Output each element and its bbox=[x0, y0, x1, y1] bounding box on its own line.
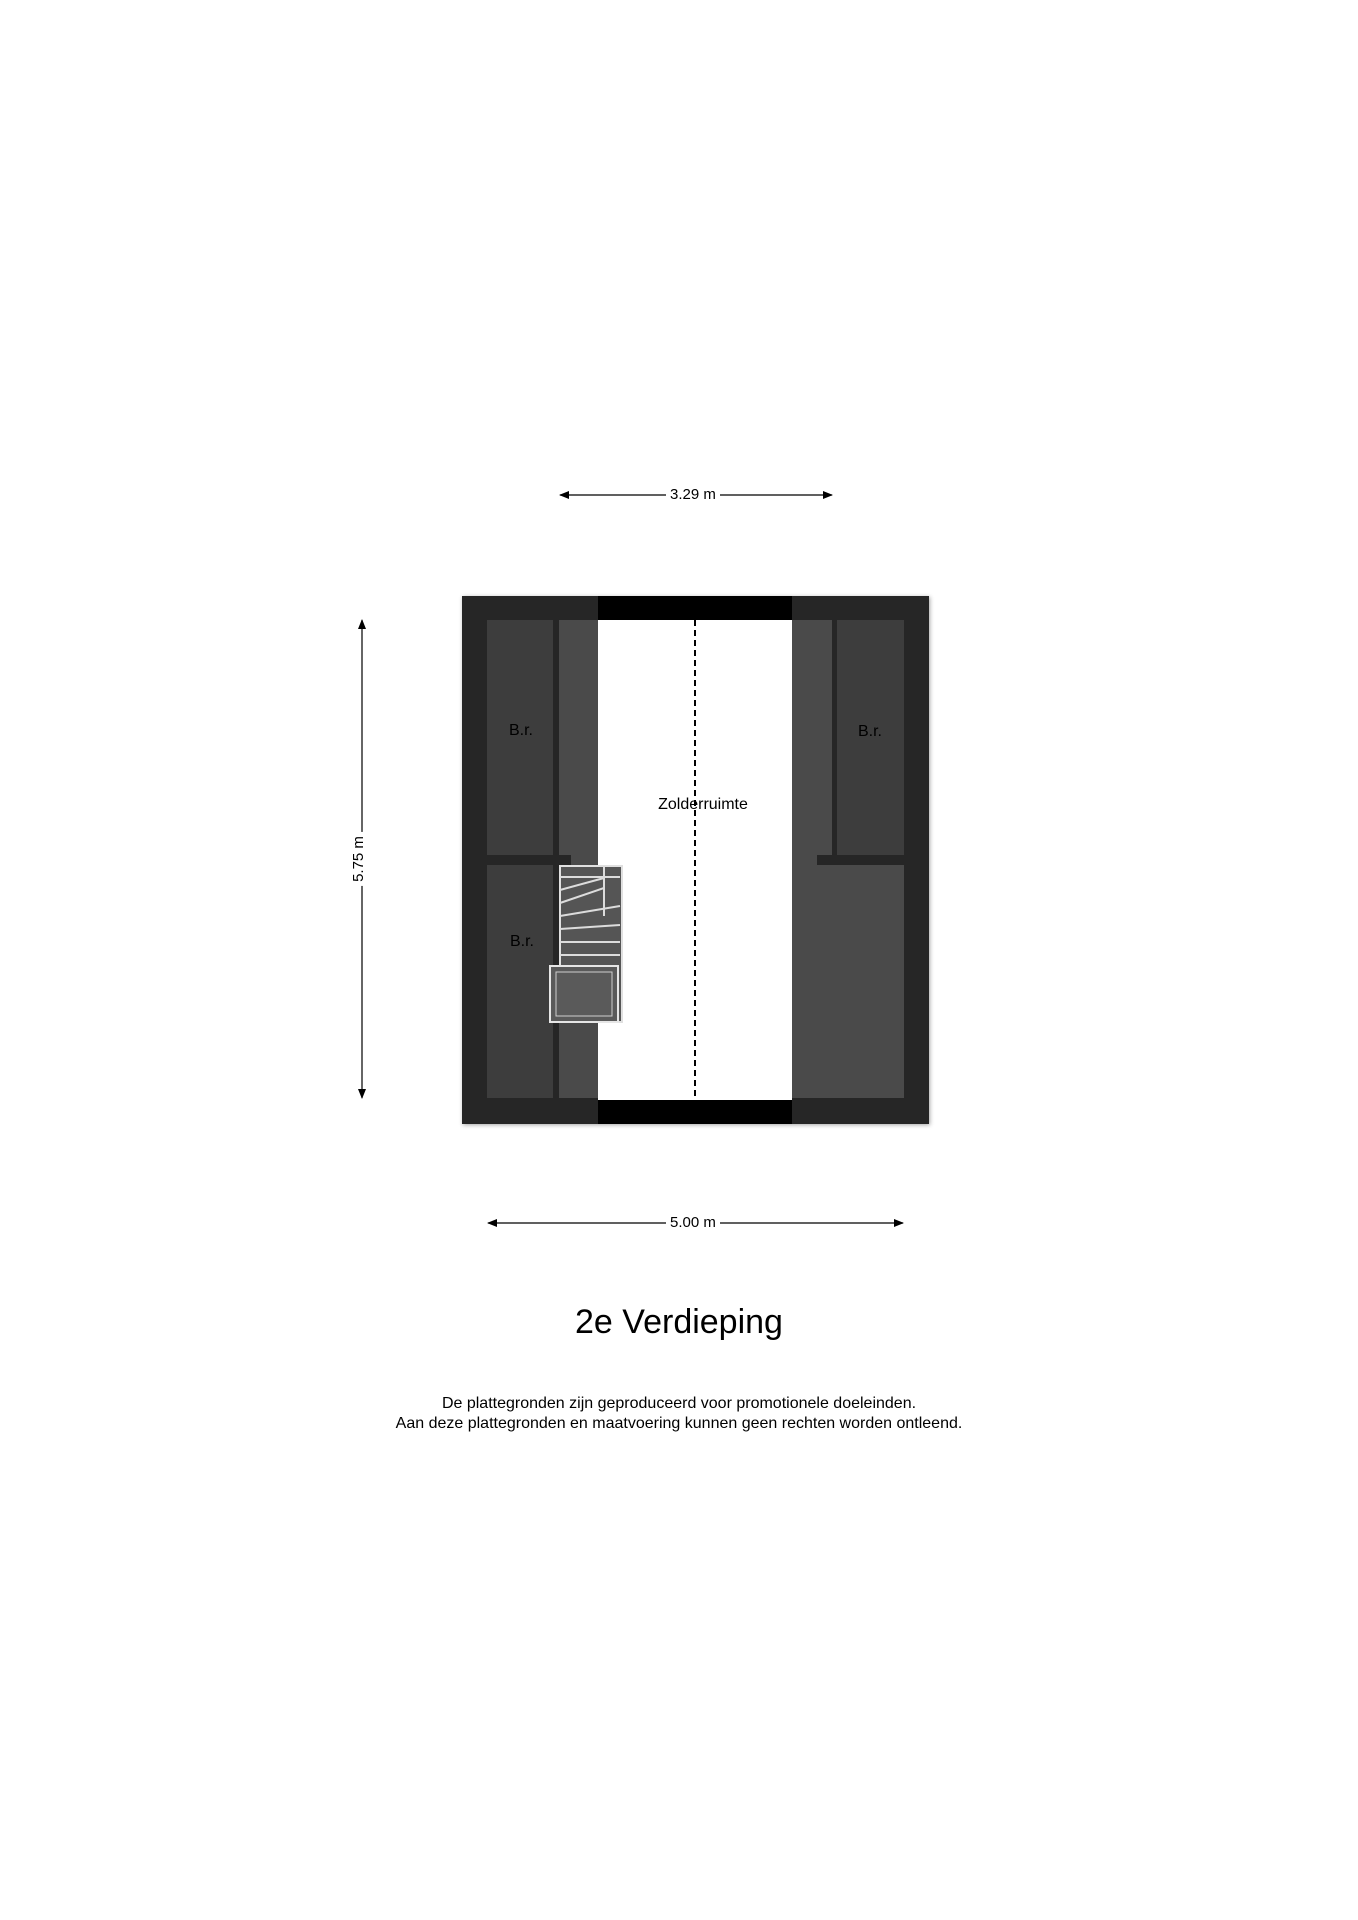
dim-label-top: 3.29 m bbox=[666, 486, 720, 504]
dim-label-bottom: 5.00 m bbox=[666, 1214, 720, 1232]
floor-title: 2e Verdieping bbox=[575, 1303, 783, 1341]
divider-right bbox=[817, 855, 904, 865]
dim-label-height: 5.75 m bbox=[350, 832, 368, 886]
gable-wall-top bbox=[598, 596, 792, 620]
room-label-attic: Zolderruimte bbox=[658, 796, 748, 813]
disclaimer-line-1: De plattegronden zijn geproduceerd voor promotionele doeleinden. bbox=[441, 1395, 917, 1412]
divider-left bbox=[487, 855, 571, 865]
room-label-storage-top-right: B.r. bbox=[857, 723, 883, 740]
gable-wall-bottom bbox=[598, 1100, 792, 1124]
storage-bottom-left bbox=[487, 865, 553, 1098]
staircase bbox=[550, 866, 622, 1022]
storage-wall-right bbox=[832, 620, 837, 855]
disclaimer-line-2: Aan deze plattegronden en maatvoering kunnen geen rechten worden ontleend. bbox=[395, 1415, 963, 1432]
room-label-storage-top-left: B.r. bbox=[508, 722, 534, 739]
room-label-storage-bottom-left: B.r. bbox=[509, 933, 535, 950]
